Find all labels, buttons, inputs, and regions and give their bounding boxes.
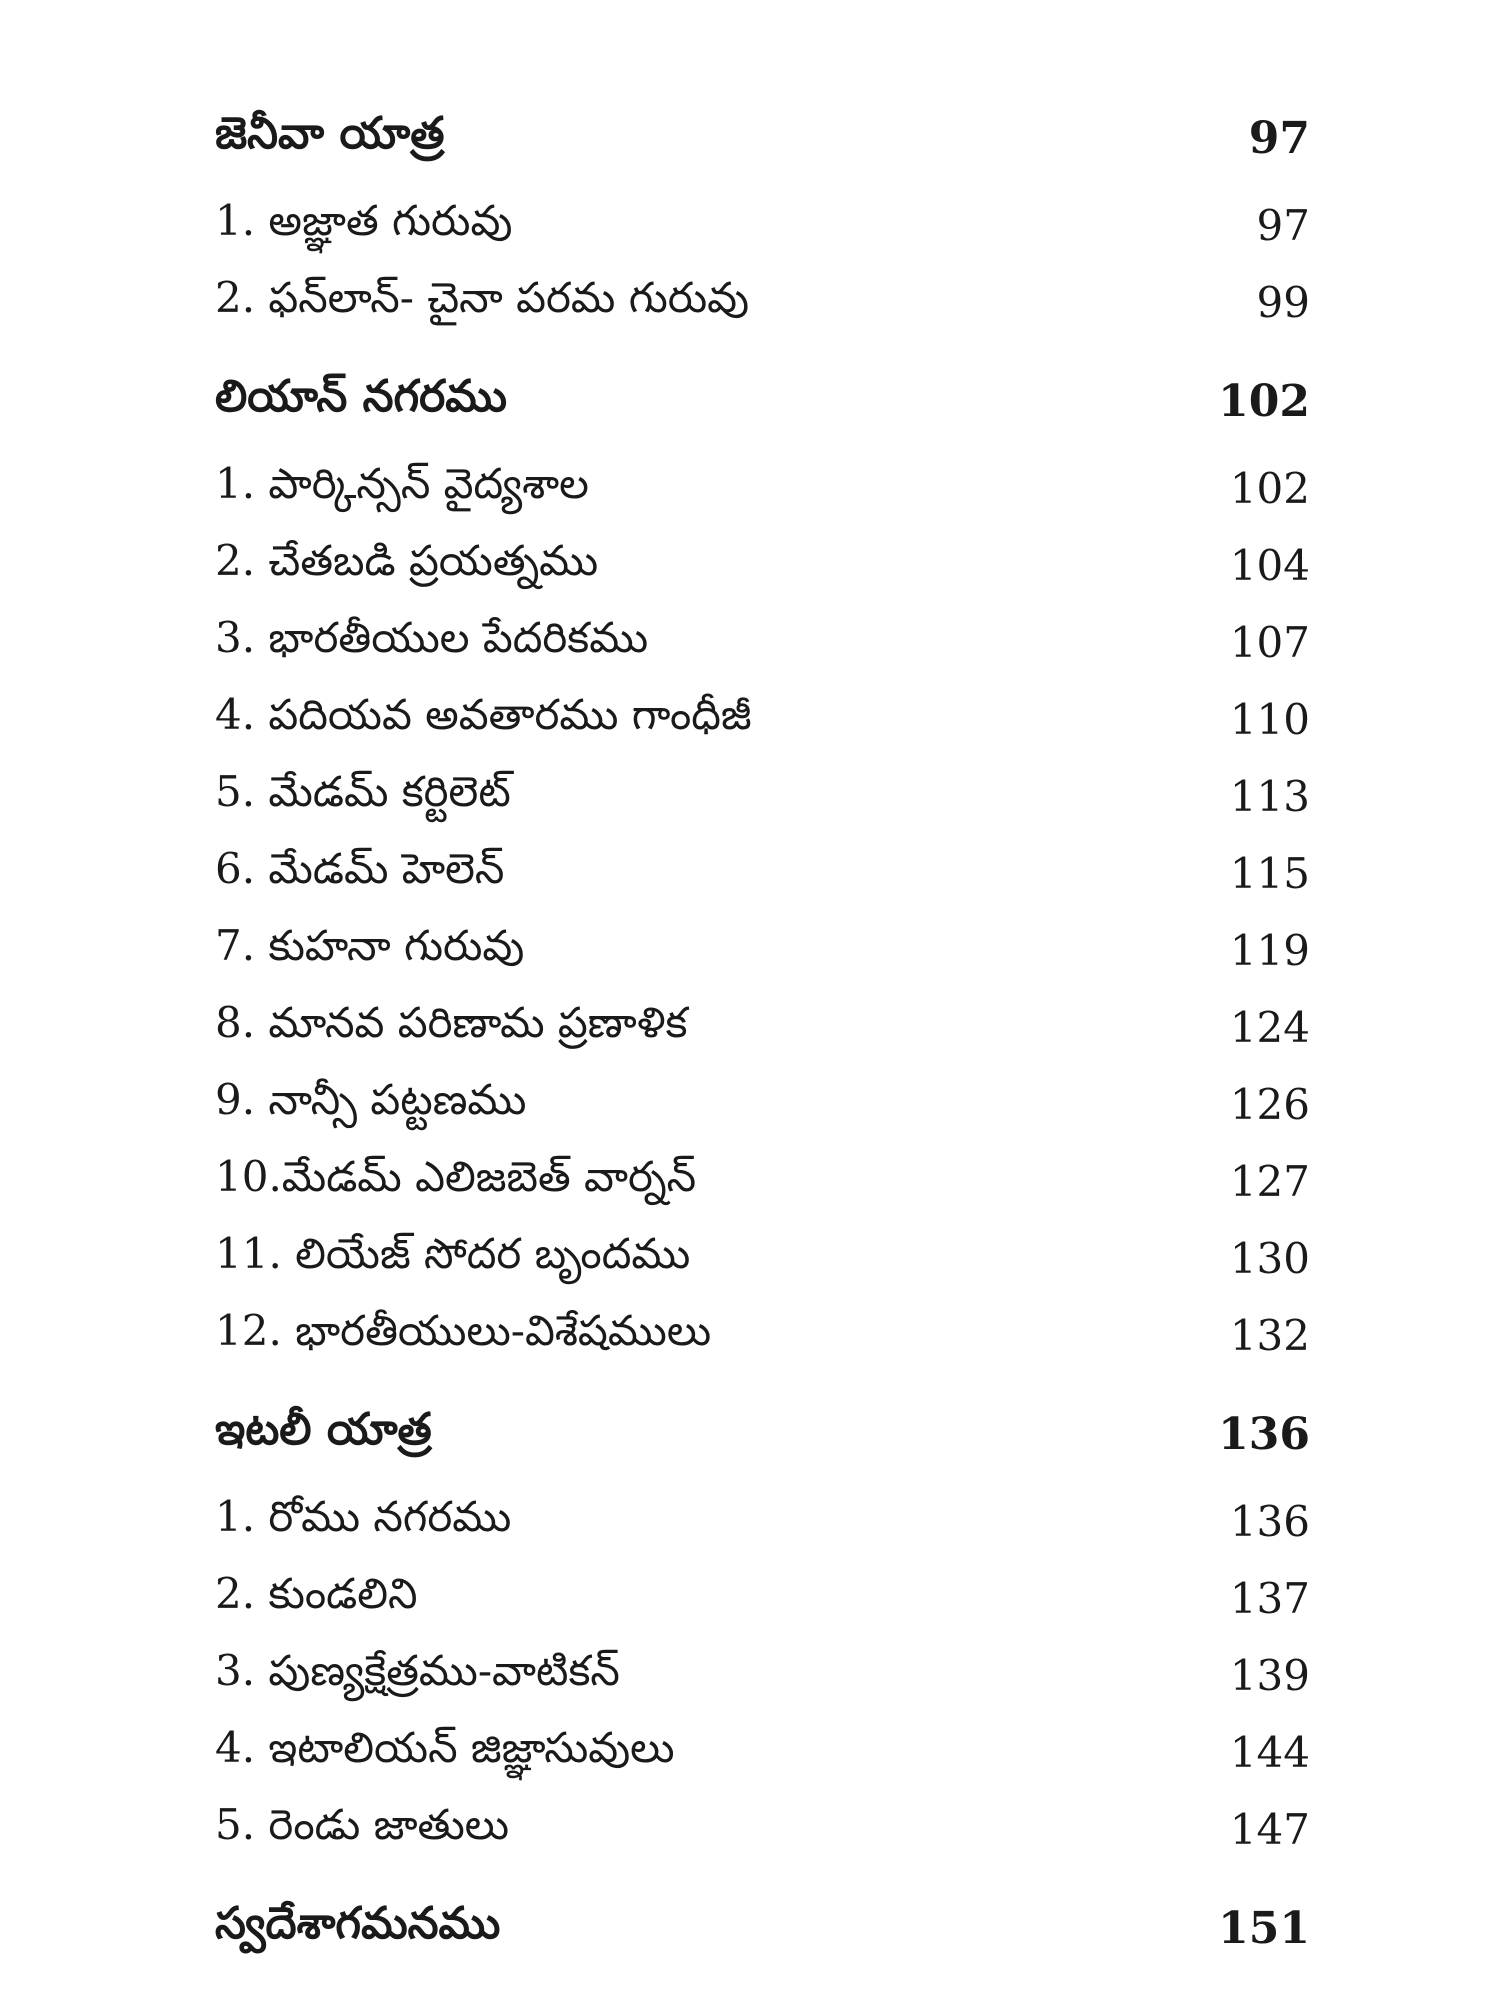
table-of-contents (215, 100, 1310, 1967)
toc-entry-title: 9. నాన్సీ పట్టణము (215, 1074, 527, 1124)
toc-page-number: 97 (1256, 201, 1310, 250)
toc-entry (215, 264, 1310, 341)
toc-page-number: 113 (1229, 772, 1310, 821)
toc-entry-title: 11. లియేజ్ సోదర బృందము (215, 1228, 691, 1278)
toc-section-title: స్వదేశాగమనము (215, 1897, 501, 1949)
toc-entry (215, 187, 1310, 264)
toc-page-number: 104 (1229, 541, 1310, 590)
toc-section (215, 1890, 1310, 1967)
toc-section (215, 363, 1310, 440)
toc-page-number: 136 (1229, 1497, 1310, 1546)
toc-entry-title: 7. కుహనా గురువు (215, 920, 525, 970)
toc-page-number: 124 (1229, 1003, 1310, 1052)
toc-page-number: 102 (1229, 464, 1310, 513)
toc-entry (215, 1220, 1310, 1297)
toc-entry (215, 1791, 1310, 1868)
toc-page-number: 132 (1229, 1311, 1310, 1360)
toc-page-number: 115 (1229, 849, 1310, 898)
toc-entry-title: 2. చేతబడి ప్రయత్నము (215, 535, 599, 585)
toc-section-title: లియాన్ నగరము (215, 370, 507, 422)
toc-entry (215, 989, 1310, 1066)
toc-entry-title: 10.మేడమ్ ఎలిజబెత్ వార్నన్ (215, 1151, 697, 1201)
toc-page-number: 147 (1229, 1805, 1310, 1854)
toc-entry (215, 1066, 1310, 1143)
toc-page-number: 110 (1229, 695, 1310, 744)
toc-page-number: 127 (1229, 1157, 1310, 1206)
toc-entry-title: 6. మేడమ్ హెలెన్ (215, 843, 505, 893)
toc-entry-title: 2. ఫన్‌లాన్- చైనా పరమ గురువు (215, 272, 750, 322)
toc-entry-title: 5. మేడమ్ కర్టిలెట్ (215, 766, 511, 816)
toc-entry-title: 12. భారతీయులు-విశేషములు (215, 1305, 712, 1355)
toc-entry (215, 527, 1310, 604)
toc-entry-title: 4. ఇటాలియన్ జిజ్ఞాసువులు (215, 1722, 675, 1772)
toc-page-number: 139 (1229, 1651, 1310, 1700)
toc-entry (215, 1637, 1310, 1714)
toc-entry (215, 1560, 1310, 1637)
toc-entry (215, 912, 1310, 989)
toc-entry-title: 3. పుణ్యక్షేత్రము-వాటికన్ (215, 1645, 620, 1695)
toc-page-number: 102 (1218, 376, 1310, 427)
toc-page-number: 126 (1229, 1080, 1310, 1129)
toc-entry (215, 1714, 1310, 1791)
toc-page-number: 107 (1229, 618, 1310, 667)
toc-section (215, 1396, 1310, 1473)
toc-section (215, 100, 1310, 177)
toc-entry-title: 1. పార్కిన్సన్ వైద్యశాల (215, 458, 589, 508)
toc-page-number: 151 (1218, 1903, 1310, 1954)
toc-entry (215, 450, 1310, 527)
toc-entry (215, 604, 1310, 681)
toc-page-number: 137 (1229, 1574, 1310, 1623)
toc-entry-title: 5. రెండు జాతులు (215, 1799, 510, 1849)
toc-section-title: ఇటలీ యాత్ర (215, 1403, 432, 1455)
toc-section-title: జెనీవా యాత్ర (215, 107, 445, 159)
toc-page-number: 99 (1256, 278, 1310, 327)
toc-page-number: 136 (1218, 1409, 1310, 1460)
toc-page-number: 97 (1248, 113, 1310, 164)
toc-entry-title: 8. మానవ పరిణామ ప్రణాళిక (215, 997, 688, 1047)
toc-page-number: 119 (1229, 926, 1310, 975)
toc-entry (215, 1143, 1310, 1220)
toc-entry (215, 835, 1310, 912)
toc-entry (215, 758, 1310, 835)
toc-entry (215, 681, 1310, 758)
toc-entry (215, 1483, 1310, 1560)
toc-entry-title: 1. అజ్ఞాత గురువు (215, 195, 513, 245)
toc-page-number: 130 (1229, 1234, 1310, 1283)
toc-entry-title: 4. పదియవ అవతారము గాంధీజీ (215, 689, 752, 739)
toc-entry-title: 2. కుండలిని (215, 1568, 418, 1618)
toc-entry-title: 3. భారతీయుల పేదరికము (215, 612, 649, 662)
toc-entry-title: 1. రోము నగరము (215, 1491, 512, 1541)
toc-entry (215, 1297, 1310, 1374)
toc-page-number: 144 (1229, 1728, 1310, 1777)
